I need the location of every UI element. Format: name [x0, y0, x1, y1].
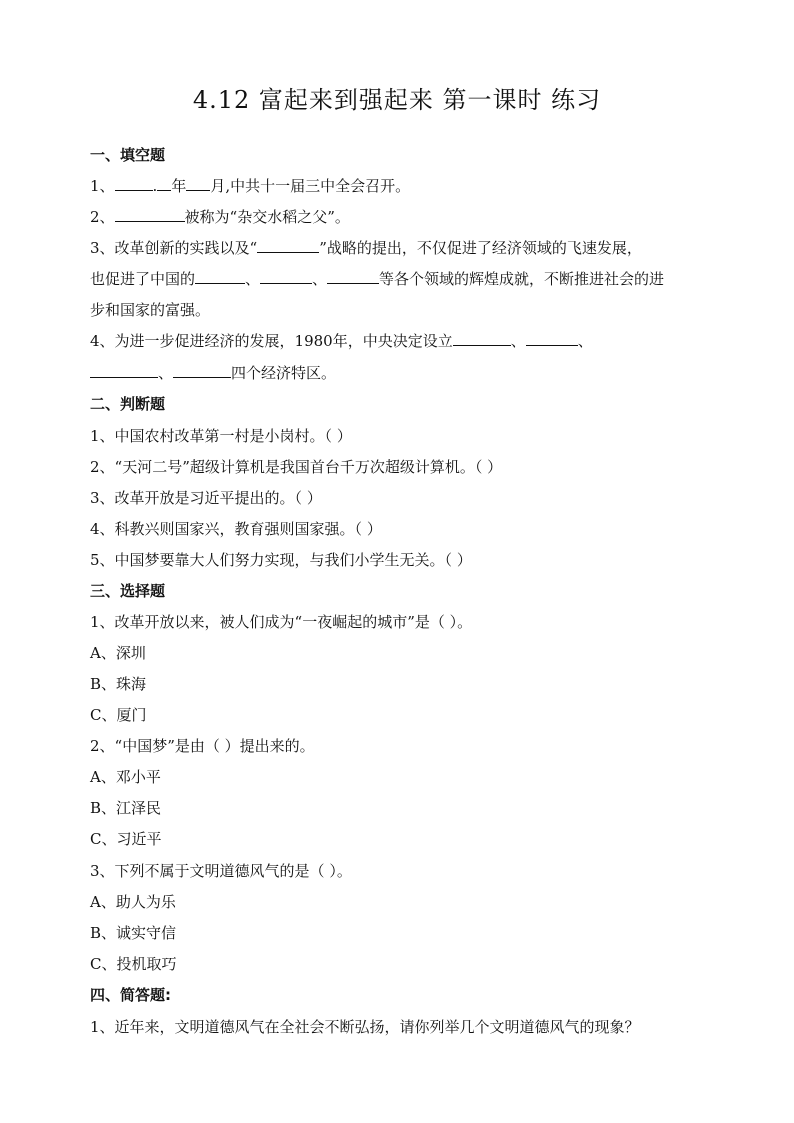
- choice-option-a: A、邓小平: [90, 768, 161, 786]
- choice-option-c: C、习近平: [90, 830, 162, 848]
- choice-option-c: C、投机取巧: [90, 955, 177, 973]
- true-false-question-1: 1、中国农村改革第一村是小岗村。（ ）: [90, 427, 352, 445]
- answer-blank[interactable]: [90, 363, 158, 378]
- true-false-question-3: 3、改革开放是习近平提出的。（ ）: [90, 489, 322, 507]
- choice-option-b: B、江泽民: [90, 799, 162, 817]
- answer-blank[interactable]: [526, 331, 578, 346]
- section-heading-fill-blank: 一、填空题: [90, 146, 166, 164]
- choice-option-a: A、助人为乐: [90, 893, 176, 911]
- true-false-question-5: 5、中国梦要靠大人们努力实现，与我们小学生无关。（ ）: [90, 551, 472, 569]
- answer-blank[interactable]: [260, 269, 312, 284]
- answer-blank[interactable]: [195, 269, 245, 284]
- answer-blank[interactable]: [115, 207, 185, 222]
- section-heading-multiple-choice: 三、选择题: [90, 582, 166, 600]
- answer-blank[interactable]: [453, 331, 511, 346]
- fill-question-3-line-2: 也促进了中国的 、 、 等各个领域的辉煌成就，不断推进社会的进: [90, 270, 665, 288]
- choice-question-2-stem: 2、“中国梦”是由（ ）提出来的。: [90, 737, 315, 755]
- answer-blank[interactable]: [115, 176, 153, 191]
- choice-option-b: B、珠海: [90, 675, 147, 693]
- section-heading-short-answer: 四、简答题:: [90, 986, 171, 1004]
- answer-blank[interactable]: [257, 238, 319, 253]
- fill-question-4-line-2: 、 四个经济特区。: [90, 362, 704, 383]
- fill-question-2: 2、 被称为“杂交水稻之父”。: [90, 208, 350, 226]
- fill-question-3-line-1: 3、改革创新的实践以及“ ”战略的提出，不仅促进了经济领域的飞速发展，: [90, 239, 642, 257]
- choice-option-c: C、厦门: [90, 706, 147, 724]
- fill-question-4-line-1: 4、为进一步促进经济的发展，1980年，中央决定设立 、 、: [90, 332, 593, 350]
- answer-blank[interactable]: [327, 269, 379, 284]
- choice-question-3-stem: 3、下列不属于文明道德风气的是（ ）。: [90, 862, 352, 880]
- answer-blank[interactable]: [173, 363, 231, 378]
- fill-question-3-line-3: 步和国家的富强。: [90, 301, 211, 319]
- true-false-question-2: 2、“天河二号”超级计算机是我国首台千万次超级计算机。（ ）: [90, 458, 503, 476]
- answer-blank[interactable]: [186, 176, 210, 191]
- choice-option-a: A、深圳: [90, 644, 146, 662]
- section-heading-true-false: 二、判断题: [90, 395, 166, 413]
- fill-question-1: 1、 . 年 月,中共十一届三中全会召开。: [90, 177, 411, 195]
- page-title: 4.12 富起来到强起来 第一课时 练习: [192, 86, 602, 114]
- choice-question-1-stem: 1、改革开放以来，被人们成为“一夜崛起的城市”是（ ）。: [90, 613, 473, 631]
- answer-blank[interactable]: [157, 176, 171, 191]
- choice-option-b: B、诚实守信: [90, 924, 177, 942]
- short-answer-question-1: 1、近年来，文明道德风气在全社会不断弘扬，请你列举几个文明道德风气的现象？: [90, 1018, 640, 1036]
- true-false-question-4: 4、科教兴则国家兴，教育强则国家强。（ ）: [90, 520, 382, 538]
